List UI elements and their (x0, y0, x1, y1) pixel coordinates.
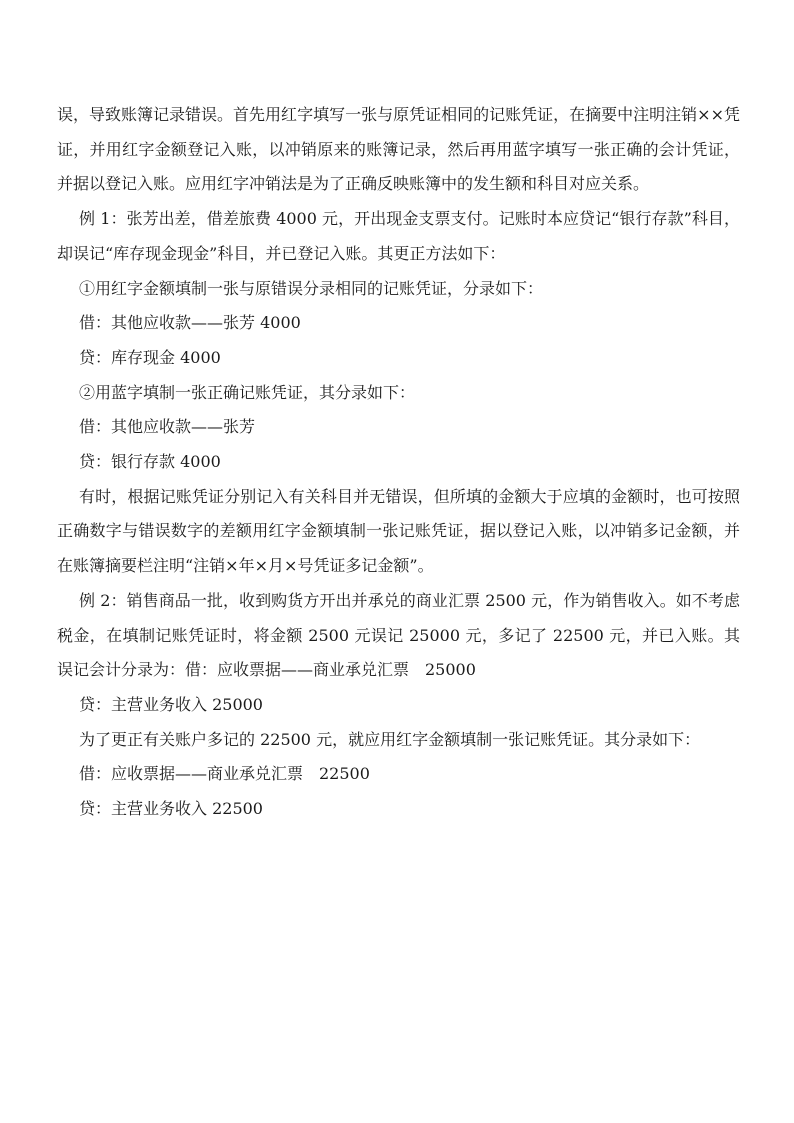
entry-debit-line: 借：其他应收款——张芳 4000 (79, 313, 301, 333)
paragraph-overstated-amount: 有时，根据记账凭证分别记入有关科目并无错误，但所填的金额大于应填的金额时，也可按照正确数字与错误数字的差额用红字金额填制一张记账凭证，据以登记入账，以冲销多记金额，并在账簿摘要栏注明“注销×年×月×号凭证多记金额”。 (57, 486, 740, 576)
entry-debit-line: 借：其他应收款——张芳 (79, 417, 256, 437)
document-body (57, 98, 740, 827)
entry-debit-line: 借：应收票据——商业承兑汇票 22500 (79, 764, 370, 784)
correction-intro-line: 为了更正有关账户多记的 22500 元，就应用红字金额填制一张记账凭证。其分录如下： (79, 729, 701, 749)
paragraph-red-reversal-method: 误，导致账簿记录错误。首先用红字填写一张与原凭证相同的记账凭证，在摘要中注明注销××凭证，并用红字金额登记入账，以冲销原来的账簿记录，然后再用蓝字填写一张正确的会计凭证，并据以登记入账。应用红字冲销法是为了正确反映账簿中的发生额和科目对应关系。 (57, 105, 740, 194)
step-1-line: ①用红字金额填制一张与原错误分录相同的记账凭证，分录如下： (79, 278, 544, 298)
entry-credit-line: 贷：主营业务收入 25000 (79, 694, 263, 714)
entry-credit-line: 贷：主营业务收入 22500 (79, 799, 263, 819)
step-2-line: ②用蓝字填制一张正确记账凭证，其分录如下： (79, 382, 416, 402)
paragraph-example-2: 例 2：销售商品一批，收到购货方开出并承兑的商业汇票 2500 元，作为销售收入。如不考虑税金，在填制记账凭证时，将金额 2500 元误记 25000 元，多记了 22500 元，并已入账。其误记会计分录为：借：应收票据——商业承兑汇票 25000 (57, 590, 740, 680)
entry-credit-line: 贷：库存现金 4000 (79, 347, 221, 367)
paragraph-example-1: 例 1：张芳出差，借差旅费 4000 元，开出现金支票支付。记账时本应贷记“银行存款”科目，却误记“库存现金现金”科目，并已登记入账。其更正方法如下： (57, 209, 740, 263)
entry-credit-line: 贷：银行存款 4000 (79, 452, 221, 472)
